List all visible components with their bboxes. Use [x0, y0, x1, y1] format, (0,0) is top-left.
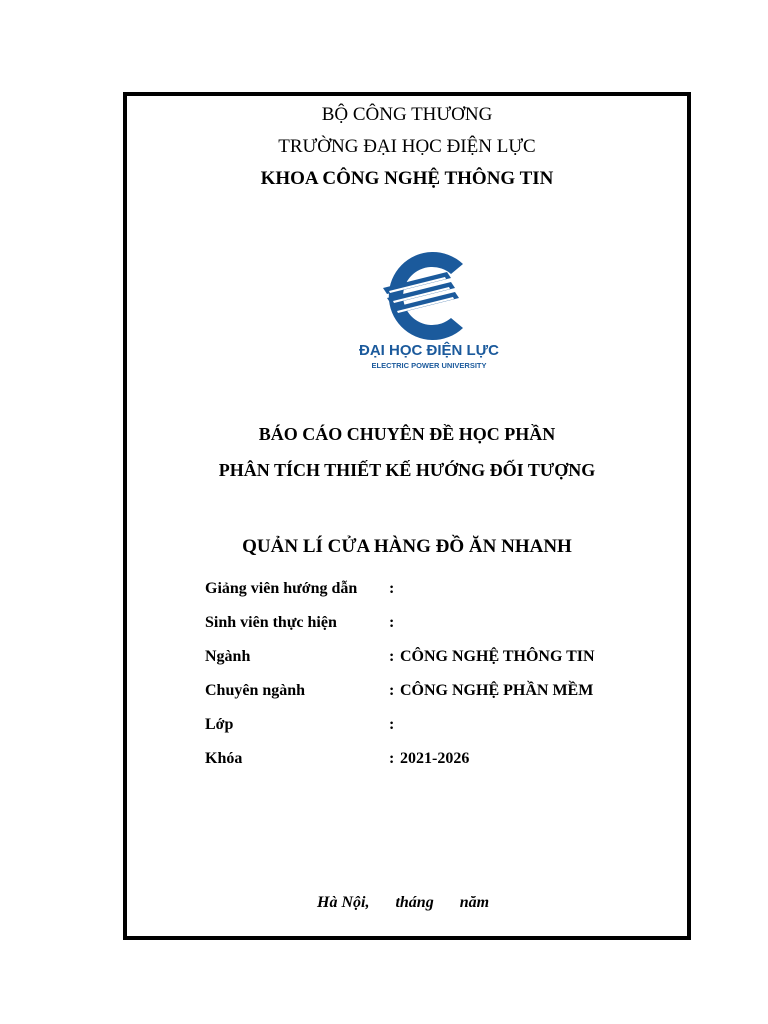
footer-city: Hà Nội, — [317, 894, 370, 911]
cover-page-frame — [123, 92, 691, 940]
info-label: Khóa — [205, 750, 243, 767]
place-date-line — [317, 894, 489, 912]
info-label: Chuyên ngành — [205, 682, 306, 699]
university-logo — [359, 234, 499, 374]
university-name: TRƯỜNG ĐẠI HỌC ĐIỆN LỰC — [278, 136, 536, 157]
report-title: BÁO CÁO CHUYÊN ĐỀ HỌC PHẦN — [258, 424, 556, 444]
info-value: 2021-2026 — [400, 750, 470, 767]
info-separator: : — [389, 750, 395, 767]
info-label: Ngành — [205, 648, 251, 665]
project-title: QUẢN LÍ CỬA HÀNG ĐỒ ĂN NHANH — [242, 536, 572, 557]
footer-year: năm — [459, 894, 490, 911]
footer-month: tháng — [395, 894, 434, 911]
info-separator: : — [389, 648, 395, 665]
faculty-name: KHOA CÔNG NGHỆ THÔNG TIN — [260, 168, 554, 189]
info-label: Giảng viên hướng dẫn — [205, 580, 358, 597]
info-separator: : — [389, 716, 395, 733]
info-separator: : — [389, 580, 395, 597]
info-label: Sinh viên thực hiện — [205, 614, 337, 631]
info-value: CÔNG NGHỆ PHẦN MỀM — [400, 682, 594, 699]
logo-name-en: ELECTRIC POWER UNIVERSITY — [371, 361, 487, 370]
info-separator: : — [389, 682, 395, 699]
ministry-name: BỘ CÔNG THƯƠNG — [321, 104, 493, 125]
subject-title: PHÂN TÍCH THIẾT KẾ HƯỚNG ĐỐI TƯỢNG — [218, 460, 596, 480]
logo-name-vi: ĐẠI HỌC ĐIỆN LỰC — [359, 342, 499, 359]
info-value: CÔNG NGHỆ THÔNG TIN — [400, 648, 595, 665]
info-separator: : — [389, 614, 395, 631]
info-label: Lớp — [205, 716, 234, 733]
university-logo-icon — [359, 234, 499, 374]
